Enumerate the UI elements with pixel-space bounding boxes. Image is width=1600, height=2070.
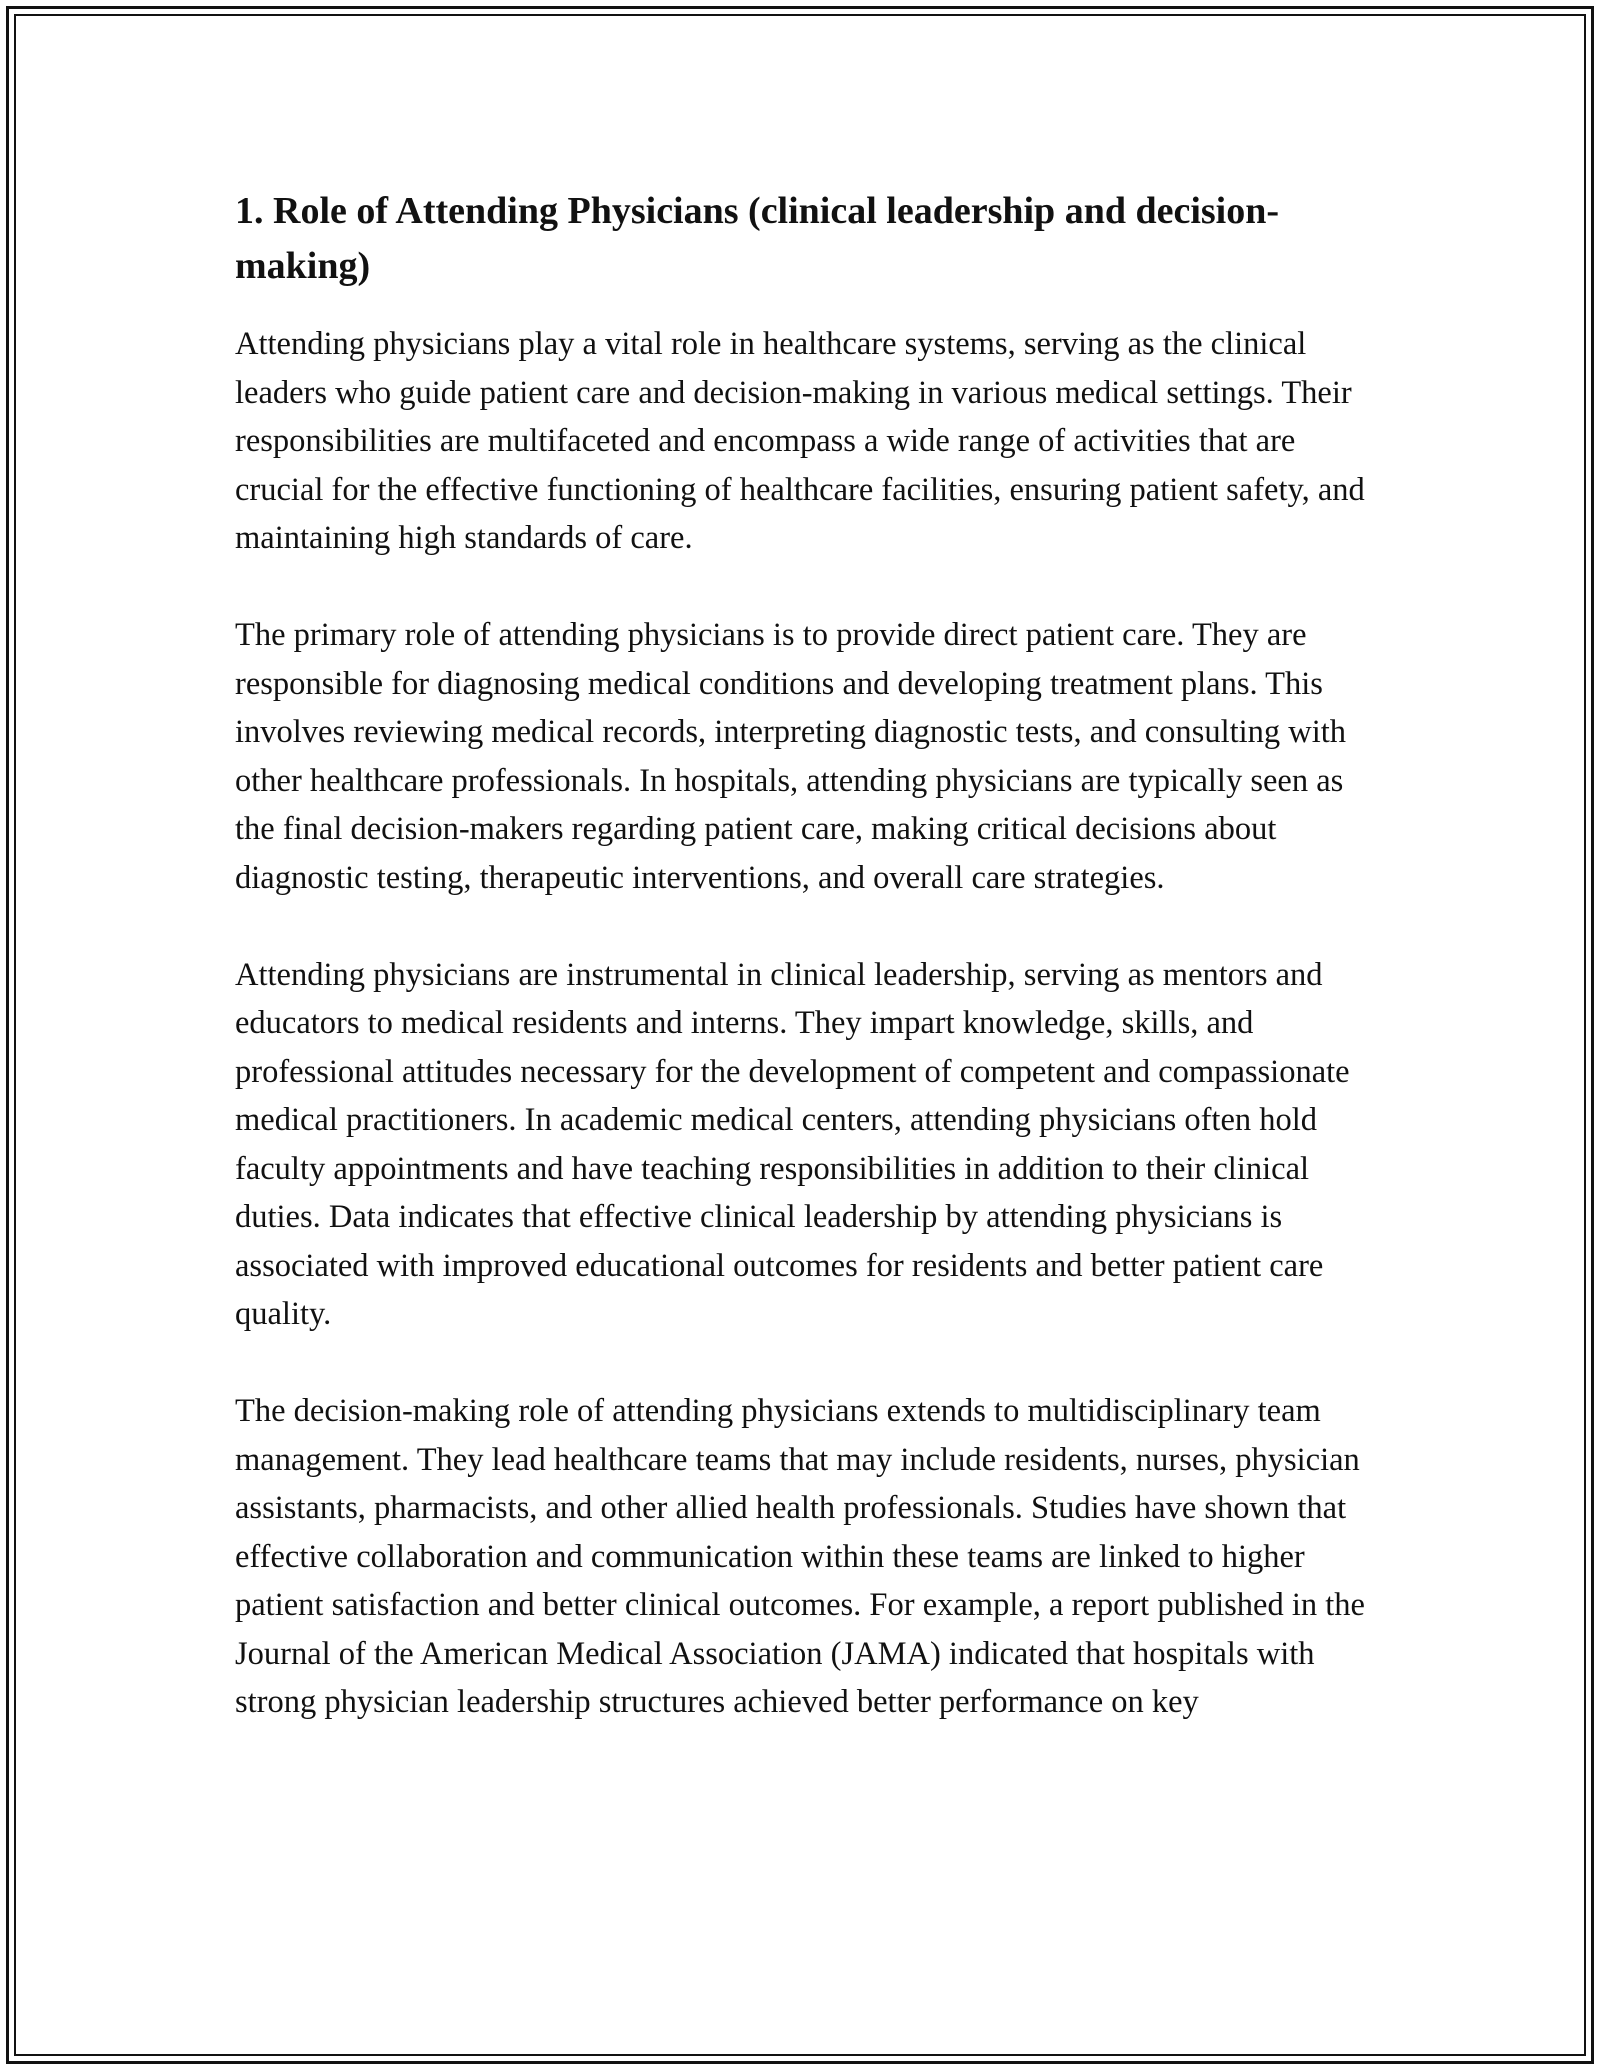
section-heading: 1. Role of Attending Physicians (clinical leadership and decision-making): [235, 190, 1280, 287]
paragraph-4: The decision-making role of attending physicians extends to multidisciplinary team management. They lead healthcare teams that may include residents, nurses, physician assistants, pharmacists, and other allied health professionals. Studies have shown that effective collaboration and communication within these teams are linked to higher patient satisfaction and better clinical outcomes. For example, a report published in the Journal of the American Medical Association (JAMA) indicated that hospitals with strong physician leadership structures achieved better performance on key: [235, 1393, 1365, 1720]
paragraph-3: Attending physicians are instrumental in clinical leadership, serving as mentors and educators to medical residents and interns. They impart knowledge, skills, and professional attitudes necessary for the development of competent and compassionate medical practitioners. In academic medical centers, attending physicians often hold faculty appointments and have teaching responsibilities in addition to their clinical duties. Data indicates that effective clinical leadership by attending physicians is associated with improved educational outcomes for residents and better patient care quality.: [235, 956, 1350, 1332]
paragraph-1: Attending physicians play a vital role in healthcare systems, serving as the clinical leaders who guide patient care and decision-making in various medical settings. Their responsibilities are multifaceted and encompass a wide range of activities that are crucial for the effective functioning of healthcare facilities, ensuring patient safety, and maintaining high standards of care.: [235, 326, 1365, 556]
paragraph-2: The primary role of attending physicians is to provide direct patient care. They are responsible for diagnosing medical conditions and developing treatment plans. This involves reviewing medical records, interpreting diagnostic tests, and consulting with other healthcare professionals. In hospitals, attending physicians are typically seen as the final decision-makers regarding patient care, making critical decisions about diagnostic testing, therapeutic interventions, and overall care strategies.: [235, 617, 1347, 896]
document-body: [235, 184, 1365, 1775]
